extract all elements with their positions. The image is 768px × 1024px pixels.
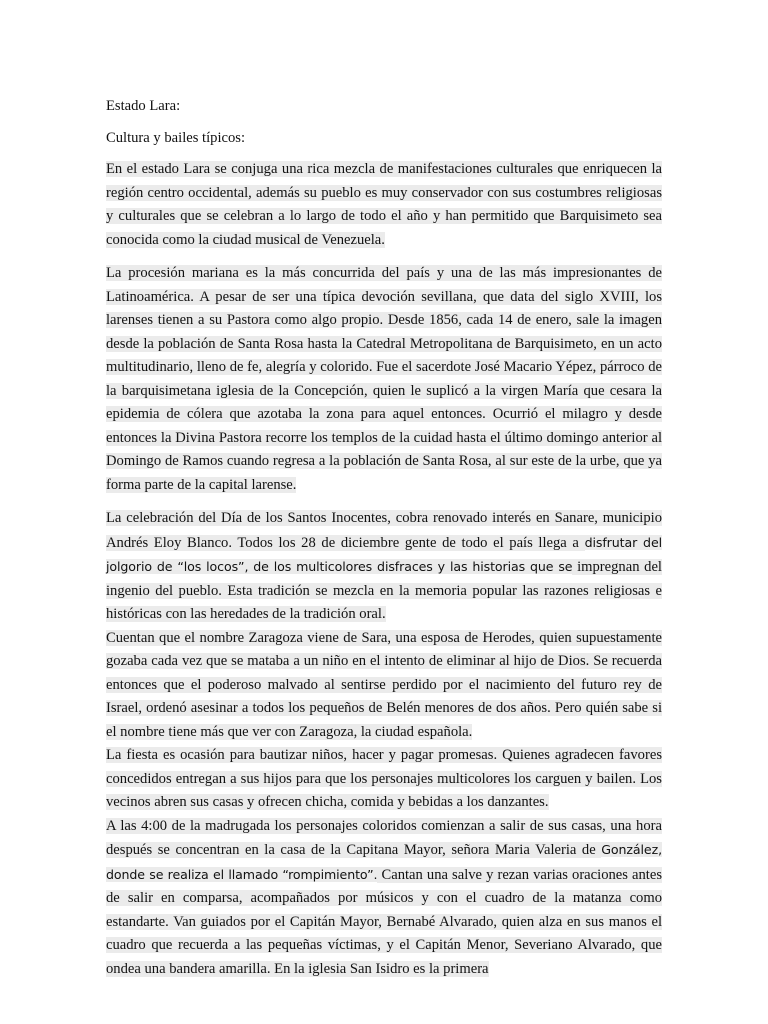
paragraph-divina-pastora (106, 262, 662, 497)
paragraph-gap (106, 252, 662, 262)
paragraph-zaragoza-origin-text: Cuentan que el nombre Zaragoza viene de Sara, una esposa de Herodes, quien supuestamente gozaba cada vez que se mataba a un niño en el intento de eliminar al hijo de Dios. Se recuerda entonces que el poderoso malvado al sentirse perdido por el nacimiento del futuro rey de Israel, ordenó asesinar a todos los pequeños de Belén menores de dos años. Pero quién sabe si el nombre tiene más que ver con Zaragoza, la ciudad española. (106, 629, 662, 740)
document-page (106, 94, 662, 981)
paragraph-madrugada-text-b: González, donde se realiza el llamado “rompimiento”. (106, 842, 662, 882)
paragraph-lara-culture-text: En el estado Lara se conjuga una rica mezcla de manifestaciones culturales que enriquecen la región centro occidental, además su pueblo es muy conservador con sus costumbres religiosas y culturales que se celebran a lo largo de todo el año y han permitido que Barquisimeto sea conocida como la ciudad musical de Venezuela. (106, 161, 662, 248)
paragraph-santos-inocentes-text-c: impregnan del ingenio del pueblo. Esta tradición se mezcla en la memoria popular las razones religiosas e históricas con las heredades de la tradición oral. (106, 559, 662, 622)
paragraph-madrugada-text-c: Cantan una salve y rezan varias oraciones antes de salir en comparsa, acompañados por músicos y con el cuadro de la matanza como estandarte. Van guiados por el Capitán Mayor, Bernabé Alvarado, quien alza en sus manos el cuadro que recuerda a las pequeñas víctimas, y el Capitán Menor, Severiano Alvarado, que ondea una bandera amarilla. En la iglesia San Isidro es la primera (106, 866, 663, 977)
paragraph-gap (106, 497, 662, 507)
heading-culture: Cultura y bailes típicos: (106, 130, 246, 146)
paragraph-santos-inocentes-text-b: disfrutar del jolgorio de “los locos”, de los multicolores disfraces y las historias que se (106, 534, 662, 574)
paragraph-fiesta-text: La fiesta es ocasión para bautizar niños, hacer y pagar promesas. Quienes agradecen favores concedidos entregan a sus hijos para que los personajes multicolores los carguen y bailen. Los vecinos abren sus casas y ofrecen chicha, comida y bebidas a los danzantes. (106, 747, 662, 810)
paragraph-divina-pastora-text: La procesión mariana es la más concurrida del país y una de las más impresionantes de Latinoamérica. A pesar de ser una típica devoción sevillana, que data del siglo XVIII, los larenses tienen a su Pastora como algo propio. Desde 1856, cada 14 de enero, sale la imagen desde la población de Santa Rosa hasta la Catedral Metropolitana de Barquisimeto, en un acto multitudinario, lleno de fe, alegría y colorido. Fue el sacerdote José Macario Yépez, párroco de la barquisimetana iglesia de la Concepción, quien le suplicó a la virgen María que cesara la epidemia de cólera que azotaba la zona para aquel entonces. Ocurrió el milagro y desde entonces la Divina Pastora recorre los templos de la cuidad hasta el último domingo anterior al Domingo de Ramos cuando regresa a la población de Santa Rosa, al sur este de la urbe, que ya forma parte de la capital larense. (106, 265, 662, 493)
paragraph-fiesta (106, 744, 662, 815)
heading-state: Estado Lara: (106, 98, 181, 114)
paragraph-zaragoza-origin (106, 627, 662, 745)
paragraph-madrugada-text-a: A las 4:00 de la madrugada los personajes coloridos comienzan a salir de sus casas, una hora después se concentran en la casa de la Capitana Mayor, señora Maria Valeria de (106, 817, 662, 858)
paragraph-lara-culture (106, 158, 662, 252)
paragraph-santos-inocentes-text-a: La celebración del Día de los Santos Inocentes, cobra renovado interés en Sanare, municipio Andrés Eloy Blanco. Todos los 28 de diciembre gente de todo el país llega a (106, 510, 662, 551)
paragraph-santos-inocentes (106, 507, 662, 627)
paragraph-madrugada (106, 815, 662, 982)
